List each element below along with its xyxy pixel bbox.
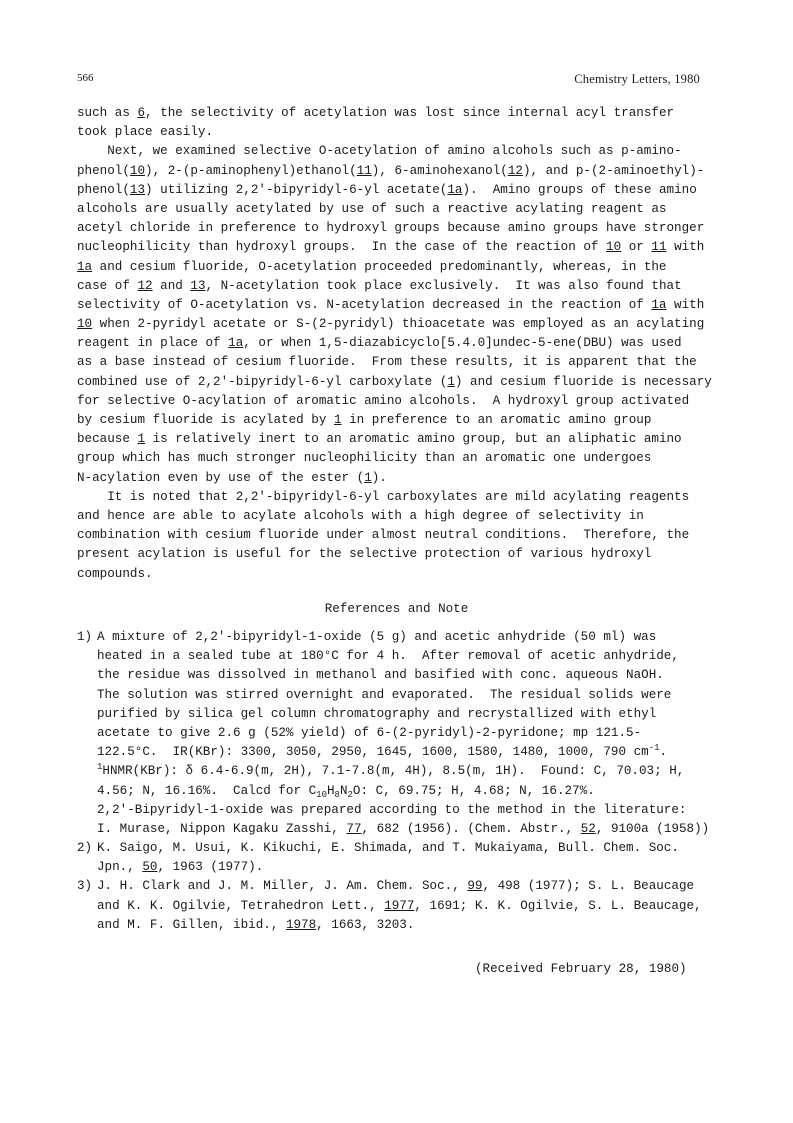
text-line	[97, 724, 727, 743]
text-line	[77, 296, 717, 315]
text-run: A mixture of 2,2'-bipyridyl-1-oxide (5 g) and acetic anhydride (50 ml) was	[97, 630, 657, 644]
text-line	[77, 162, 717, 181]
journal-name: Chemistry Letters, 1980	[574, 72, 700, 86]
text-line	[77, 181, 717, 200]
text-run: case of	[77, 278, 138, 293]
text-run: acetate to give 2.6 g (52% yield) of 6-(2-pyridyl)-2-pyridone; mp 121.5-	[97, 725, 642, 740]
text-run: 122.5°C. IR(KBr): 3300, 3050, 2950, 1645, 1600, 1580, 1480, 1000, 790 cm	[97, 745, 649, 760]
text-line	[77, 545, 717, 564]
text-line	[77, 449, 717, 468]
compound-ref: 52	[580, 821, 596, 836]
text-line	[97, 762, 727, 781]
text-line	[97, 839, 727, 858]
text-line	[77, 277, 717, 296]
text-run: alcohols are usually acetylated by use of such a reactive acylating reagent as	[77, 201, 667, 216]
text-line	[77, 315, 717, 334]
page-header	[77, 72, 700, 88]
text-run: compounds.	[77, 566, 153, 581]
text-run: I. Murase, Nippon Kagaku Zasshi,	[97, 821, 347, 836]
text-run: is relatively inert to an aromatic amino group, but an aliphatic amino	[145, 432, 682, 447]
text-line	[77, 219, 717, 238]
body-text	[77, 104, 717, 584]
compound-ref: 10	[77, 317, 93, 332]
text-run: K. Saigo, M. Usui, K. Kikuchi, E. Shimada, and T. Mukaiyama, Bull. Chem. Soc.	[97, 841, 679, 856]
text-line	[97, 705, 727, 724]
references-list	[77, 628, 727, 935]
text-run: , 1963 (1977).	[157, 860, 264, 875]
text-line	[97, 916, 727, 935]
text-run: and cesium fluoride, O-acetylation proceeded predominantly, whereas, in the	[92, 259, 667, 274]
text-run: because	[77, 432, 138, 447]
text-run: or	[621, 240, 652, 255]
text-line	[77, 469, 717, 488]
text-run: for selective O-acylation of aromatic amino alcohols. A hydroxyl group activated	[77, 393, 690, 408]
text-line	[97, 782, 727, 801]
text-run: O: C, 69.75; H, 4.68; N, 16.27%.	[352, 783, 595, 798]
text-run: , N-acetylation took place exclusively. It was also found that	[205, 278, 682, 293]
text-run: ) and cesium fluoride is necessary	[454, 374, 712, 389]
text-run: N-acylation even by use of the ester (	[77, 470, 365, 485]
compound-ref: 1a	[228, 336, 244, 351]
compound-ref: 50	[142, 860, 158, 875]
text-run: 8	[334, 789, 340, 800]
text-run: 2	[347, 789, 353, 800]
text-line	[77, 430, 717, 449]
text-run: .	[659, 745, 668, 760]
text-run: acetyl chloride in preference to hydroxyl groups because amino groups have stronger	[77, 221, 705, 236]
text-run: reagent in place of	[77, 336, 229, 351]
text-run: , or when 1,5-diazabicyclo[5.4.0]undec-5-ene(DBU) was used	[243, 336, 682, 351]
text-line	[97, 897, 727, 916]
compound-ref: 10	[606, 240, 622, 255]
text-line	[77, 334, 717, 353]
text-run: , the selectivity of acetylation was lost since internal acyl transfer	[145, 106, 675, 120]
compound-ref: 1	[137, 432, 146, 447]
text-run: J. H. Clark and J. M. Miller, J. Am. Chem. Soc.,	[97, 879, 468, 894]
text-run: and	[152, 278, 191, 293]
text-run: ), 6-aminohexanol(	[371, 163, 508, 178]
compound-ref: 99	[467, 879, 483, 894]
reference-number: 3)	[77, 879, 93, 894]
compound-ref: 13	[190, 278, 206, 293]
reference-text	[97, 839, 727, 877]
reference-item	[77, 628, 727, 839]
text-run: phenol(	[77, 163, 130, 178]
text-run: group which has much stronger nucleophilicity than an aromatic one undergoes	[77, 451, 652, 466]
text-line	[77, 373, 717, 392]
text-line	[77, 411, 717, 430]
compound-ref: 1977	[384, 898, 415, 913]
text-line	[77, 488, 717, 507]
text-line	[97, 801, 727, 820]
text-run: HNMR(KBr): δ 6.4-6.9(m, 2H), 7.1-7.8(m, 4H), 8.5(m, 1H). Found: C, 70.03; H,	[102, 764, 685, 779]
text-line	[97, 647, 727, 666]
text-run: 4.56; N, 16.16%. Calcd for C	[97, 783, 317, 798]
text-line	[77, 565, 717, 584]
compound-ref: 10	[129, 163, 146, 178]
text-run: -1	[648, 743, 660, 754]
reference-item	[77, 839, 727, 877]
text-line	[77, 238, 717, 257]
text-run: when 2-pyridyl acetate or S-(2-pyridyl) thioacetate was employed as an acylating	[92, 317, 705, 332]
text-line	[97, 743, 727, 762]
text-run: N	[339, 783, 348, 798]
text-run: and hence are able to acylate alcohols with a high degree of selectivity in	[77, 508, 644, 523]
text-line	[77, 142, 717, 161]
text-run: The solution was stirred overnight and evaporated. The residual solids were	[97, 687, 672, 702]
compound-ref: 1a	[77, 259, 93, 274]
text-run: Jpn.,	[97, 860, 143, 875]
reference-text	[97, 877, 727, 935]
text-run: , 1663, 3203.	[316, 917, 415, 932]
text-line	[97, 858, 727, 877]
text-run: , 682 (1956). (Chem. Abstr.,	[361, 821, 581, 836]
text-run: ), and p-(2-aminoethyl)-	[522, 163, 705, 178]
text-run: ) utilizing 2,2'-bipyridyl-6-yl acetate(	[145, 182, 448, 197]
compound-ref: 1	[447, 374, 455, 389]
compound-ref: 1a	[651, 297, 667, 312]
text-line	[97, 820, 727, 839]
compound-ref: 1	[333, 413, 342, 427]
compound-ref: 77	[346, 821, 362, 836]
text-run: 1	[97, 762, 103, 773]
text-run: such as	[77, 106, 138, 120]
text-line	[97, 628, 727, 647]
text-run: present acylation is useful for the selective protection of various hydroxyl	[77, 547, 652, 562]
text-line	[97, 877, 727, 896]
text-run: heated in a sealed tube at 180°C for 4 h. After removal of acetic anhydride,	[97, 649, 679, 664]
text-run: purified by silica gel column chromatography and recrystallized with ethyl	[97, 706, 657, 721]
text-run: ), 2-(p-aminophenyl)ethanol(	[145, 163, 357, 178]
text-run: took place easily.	[77, 125, 214, 140]
text-run: nucleophilicity than hydroxyl groups. In the case of the reaction of	[77, 240, 607, 255]
text-run: and M. F. Gillen, ibid.,	[97, 917, 286, 932]
text-run: combination with cesium fluoride under almost neutral conditions. Therefore, the	[77, 528, 690, 543]
text-line	[77, 353, 717, 372]
text-run: selectivity of O-acetylation vs. N-acetylation decreased in the reaction of	[77, 297, 652, 312]
text-run: and K. K. Ogilvie, Tetrahedron Lett.,	[97, 898, 385, 913]
text-run: 10	[316, 789, 327, 800]
text-run: , 498 (1977); S. L. Beaucage	[482, 879, 695, 894]
text-run: with	[666, 297, 705, 312]
compound-ref: 12	[507, 163, 523, 178]
text-run: 2,2'-Bipyridyl-1-oxide was prepared according to the method in the literature:	[97, 802, 687, 817]
compound-ref: 11	[356, 163, 372, 178]
text-run: It is noted that 2,2'-bipyridyl-6-yl carboxylates are mild acylating reagents	[77, 489, 690, 504]
text-run: Next, we examined selective O-acetylation of amino alcohols such as p-amino-	[77, 144, 682, 159]
reference-number: 1)	[77, 630, 93, 644]
text-line	[97, 666, 727, 685]
text-run: combined use of 2,2'-bipyridyl-6-yl carboxylate (	[77, 374, 448, 389]
compound-ref: 1978	[285, 917, 317, 932]
text-run: , 1691; K. K. Ogilvie, S. L. Beaucage,	[414, 898, 702, 913]
text-run: as a base instead of cesium fluoride. From these results, it is apparent that the	[77, 355, 697, 370]
compound-ref: 6	[137, 106, 146, 120]
text-line	[77, 200, 717, 219]
reference-item	[77, 877, 727, 935]
text-line	[77, 526, 717, 545]
compound-ref: 13	[129, 182, 146, 197]
page-number: 566	[77, 72, 94, 84]
text-run: H	[326, 783, 335, 798]
text-line	[77, 123, 717, 142]
text-run: with	[666, 240, 705, 255]
text-line	[77, 392, 717, 411]
text-run: in preference to an aromatic amino group	[341, 413, 652, 427]
text-run: ).	[371, 470, 387, 485]
references-title: References and Note	[324, 602, 469, 616]
text-line	[97, 686, 727, 705]
text-run: phenol(	[77, 182, 130, 197]
text-run: the residue was dissolved in methanol and basified with conc. aqueous NaOH.	[97, 668, 664, 683]
text-run: , 9100a (1958))	[595, 821, 710, 836]
received-date: (Received February 28, 1980)	[475, 962, 687, 976]
text-line	[77, 104, 717, 123]
compound-ref: 12	[137, 278, 153, 293]
compound-ref: 1	[364, 470, 372, 485]
text-run: by cesium fluoride is acylated by	[77, 413, 334, 427]
text-run: ). Amino groups of these amino	[462, 182, 697, 197]
compound-ref: 1a	[447, 182, 463, 197]
reference-text	[97, 628, 727, 839]
text-line	[77, 258, 717, 277]
reference-number: 2)	[77, 841, 93, 856]
compound-ref: 11	[651, 240, 667, 255]
text-line	[77, 507, 717, 526]
